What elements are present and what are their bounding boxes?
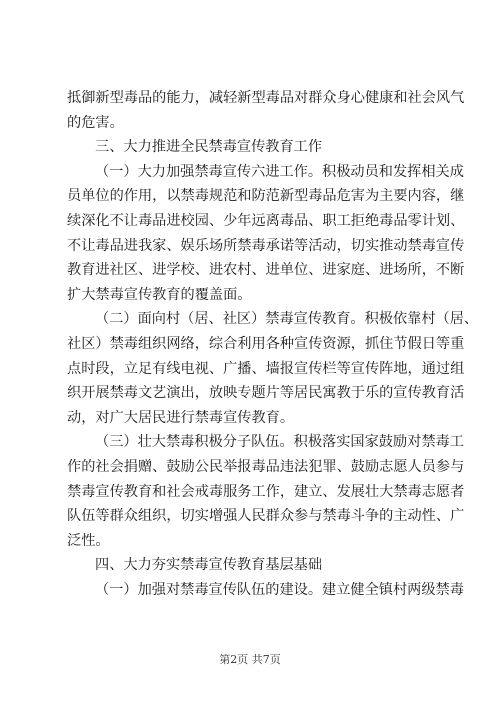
text-line: 教育进社区、进学校、进农村、进单位、进家庭、进场所，不断 [67, 262, 465, 279]
text-line: 队伍等群众组织，切实增强人民群众参与禁毒斗争的主动性、广 [67, 508, 465, 525]
text-line: 抵御新型毒品的能力，减轻新型毒品对群众身心健康和社会风气 [67, 90, 465, 106]
page-number-footer: 第2页 共7页 [219, 653, 281, 666]
text-line: 社区）禁毒组织网络，综合利用各种宣传资源，抓住节假日等重 [67, 335, 465, 352]
text-line: （二）面向村（居、社区）禁毒宣传教育。积极依靠村（居、 [95, 311, 479, 328]
text-line: 的危害。 [67, 114, 124, 131]
text-line: 泛性。 [67, 532, 110, 549]
text-line: （一）大力加强禁毒宣传六进工作。积极动员和发挥相关成 [95, 163, 464, 180]
text-line: 禁毒宣传教育和社会戒毒服务工作，建立、发展壮大禁毒志愿者 [67, 483, 465, 500]
text-line: 续深化不让毒品进校园、少年远离毒品、职工拒绝毒品零计划、 [67, 212, 465, 229]
text-line: （三）壮大禁毒积极分子队伍。积极落实国家鼓励对禁毒工 [95, 434, 464, 451]
text-line: 点时段，立足有线电视、广播、墙报宣传栏等宣传阵地，通过组 [67, 360, 465, 377]
text-line: 织开展禁毒文艺演出，放映专题片等居民寓教于乐的宣传教育活 [67, 385, 465, 402]
text-line: 动，对广大居民进行禁毒宣传教育。 [67, 409, 295, 426]
document-body [67, 86, 479, 602]
text-line: 不让毒品进我家、娱乐场所禁毒承诺等活动，切实推动禁毒宣传 [67, 237, 465, 254]
text-line: （一）加强对禁毒宣传队伍的建设。建立健全镇村两级禁毒 [95, 581, 464, 598]
section-heading: 三、大力推进全民禁毒宣传教育工作 [95, 139, 323, 156]
text-line: 员单位的作用，以禁毒规范和防范新型毒品危害为主要内容，继 [67, 188, 465, 205]
text-line: 扩大禁毒宣传教育的覆盖面。 [67, 286, 252, 303]
text-line: 作的社会捐赠、鼓励公民举报毒品违法犯罪、鼓励志愿人员参与 [67, 458, 465, 475]
section-heading: 四、大力夯实禁毒宣传教育基层基础 [95, 557, 323, 574]
